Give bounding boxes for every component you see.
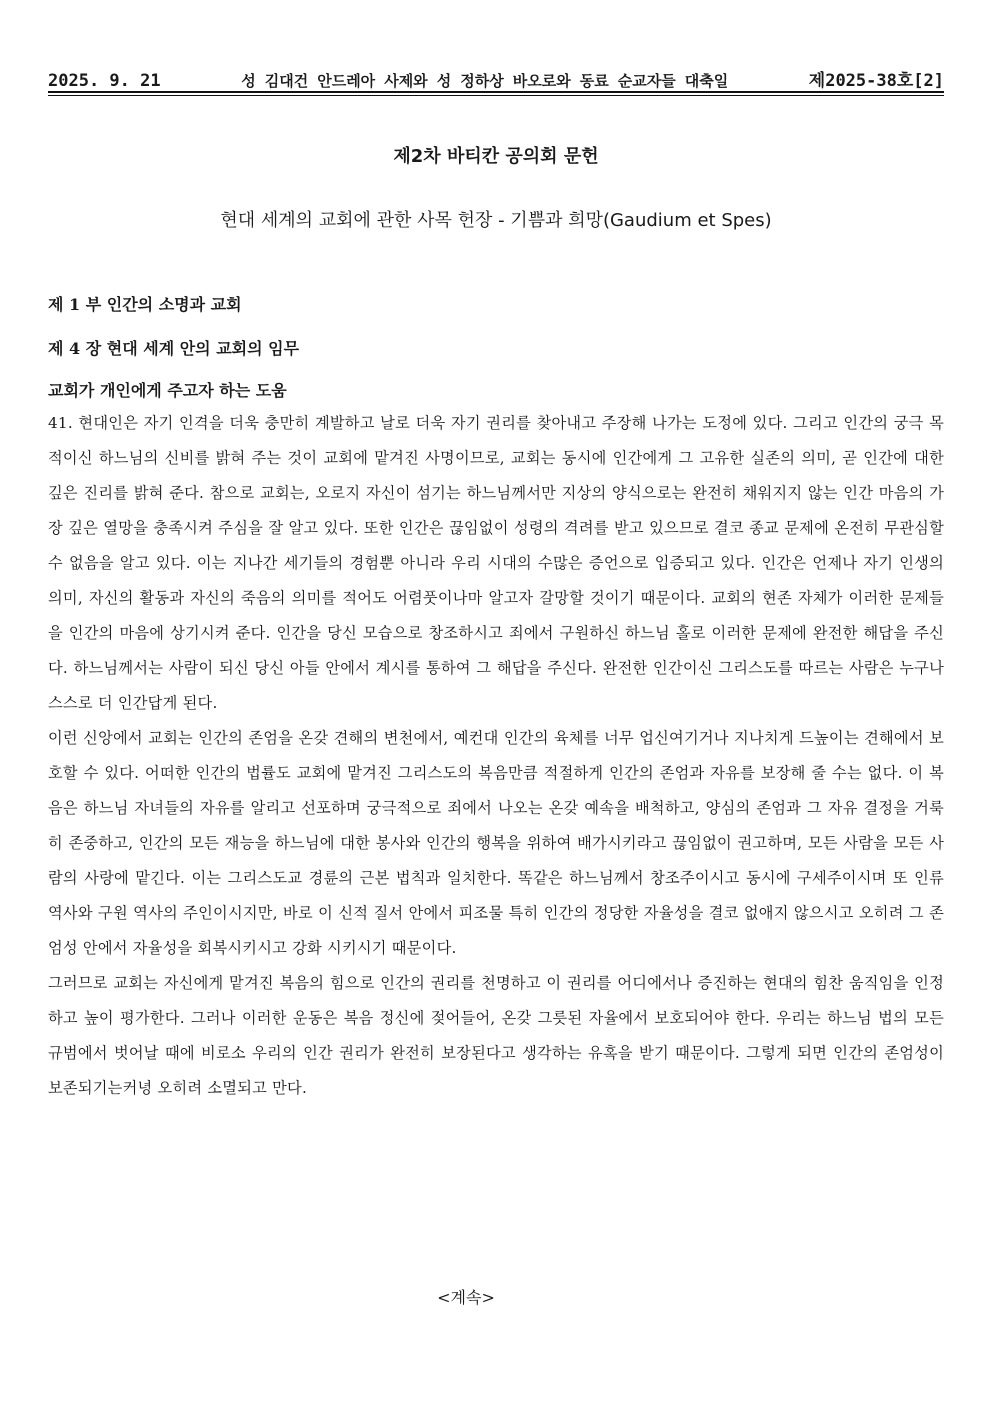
section-heading: 교회가 개인에게 주고자 하는 도움 <box>48 381 287 400</box>
body-text <box>48 406 944 1106</box>
header-rule-thin <box>48 95 944 96</box>
part-heading: 제 1 부 인간의 소명과 교회 <box>48 295 242 314</box>
header-issue-number: 제2025-38호[2] <box>808 71 944 91</box>
header-date: 2025. 9. 21 <box>48 71 161 91</box>
paragraph: 그러므로 교회는 자신에게 맡겨진 복음의 힘으로 인간의 권리를 천명하고 이 권리를 어디에서나 증진하는 현대의 힘찬 움직임을 인정하고 높이 평가한다. 그러나 이러한 운동은 복음 정신에 젖어들어, 온갖 그릇된 자율에서 보호되어야 한다. 우리는 하느님 법의 모든 규범에서 벗어날 때에 비로소 우리의 인간 권리가 완전히 보장된다고 생각하는 유혹을 받기 때문이다. 그렇게 되면 인간의 존엄성이 보존되기는커녕 오히려 소멸되고 만다. <box>48 974 944 1097</box>
continued-note: <계속> <box>437 1288 495 1307</box>
paragraph-41: 41. 현대인은 자기 인격을 더욱 충만히 계발하고 날로 더욱 자기 권리를 찾아내고 주장해 나가는 도정에 있다. 그리고 인간의 궁극 목적이신 하느님의 신비를 밝혀 주는 것이 교회에 맡겨진 사명이므로, 교회는 동시에 인간에게 그 고유한 실존의 의미, 곧 인간에 대한 깊은 진리를 밝혀 준다. 참으로 교회는, 오로지 자신이 섬기는 하느님께서만 지상의 양식으로는 완전히 채워지지 않는 인간 마음의 가장 깊은 열망을 충족시켜 주심을 잘 알고 있다. 또한 인간은 끊임없이 성령의 격려를 받고 있으므로 결코 종교 문제에 온전히 무관심할 수 없음을 알고 있다. 이는 지나간 세기들의 경험뿐 아니라 우리 시대의 수많은 증언으로 입증되고 있다. 인간은 언제나 자기 인생의 의미, 자신의 활동과 자신의 죽음의 의미를 적어도 어렴풋이나마 알고자 갈망할 것이기 때문이다. 교회의 현존 자체가 이러한 문제들을 인간의 마음에 상기시켜 준다. 인간을 당신 모습으로 창조하시고 죄에서 구원하신 하느님 홀로 이러한 문제에 완전한 해답을 주신다. 하느님께서는 사람이 되신 당신 아들 안에서 계시를 통하여 그 해답을 주신다. 완전한 인간이신 그리스도를 따르는 사람은 누구나 스스로 더 인간답게 된다. <box>48 414 944 712</box>
bulletin-header <box>48 66 944 91</box>
header-feast-name: 성 김대건 안드레아 사제와 성 정하상 바오로와 동료 순교자들 대축일 <box>241 72 729 90</box>
header-rule-thick <box>48 91 944 93</box>
paragraph: 이런 신앙에서 교회는 인간의 존엄을 온갖 견해의 변천에서, 예컨대 인간의 육체를 너무 업신여기거나 지나치게 드높이는 견해에서 보호할 수 있다. 어떠한 인간의 법률도 교회에 맡겨진 그리스도의 복음만큼 적절하게 인간의 존엄과 자유를 보장해 줄 수는 없다. 이 복음은 하느님 자녀들의 자유를 알리고 선포하며 궁극적으로 죄에서 나오는 온갖 예속을 배척하고, 양심의 존엄과 그 자유 결정을 거룩히 존중하고, 인간의 모든 재능을 하느님에 대한 봉사와 인간의 행복을 위하여 배가시키라고 끊임없이 권고하며, 모든 사람을 모든 사람의 사랑에 맡긴다. 이는 그리스도교 경륜의 근본 법칙과 일치한다. 똑같은 하느님께서 창조주이시고 동시에 구세주이시며 또 인류 역사와 구원 역사의 주인이시지만, 바로 이 신적 질서 안에서 피조물 특히 인간의 정당한 자율성을 결코 없애지 않으시고 오히려 그 존엄성 안에서 자율성을 회복시키시고 강화 시키시기 때문이다. <box>48 729 944 957</box>
document-subtitle: 현대 세계의 교회에 관한 사목 헌장 - 기쁨과 희망(Gaudium et Spes) <box>220 210 772 231</box>
chapter-heading: 제 4 장 현대 세계 안의 교회의 임무 <box>48 339 300 358</box>
document-title: 제2차 바티칸 공의회 문헌 <box>393 146 599 167</box>
